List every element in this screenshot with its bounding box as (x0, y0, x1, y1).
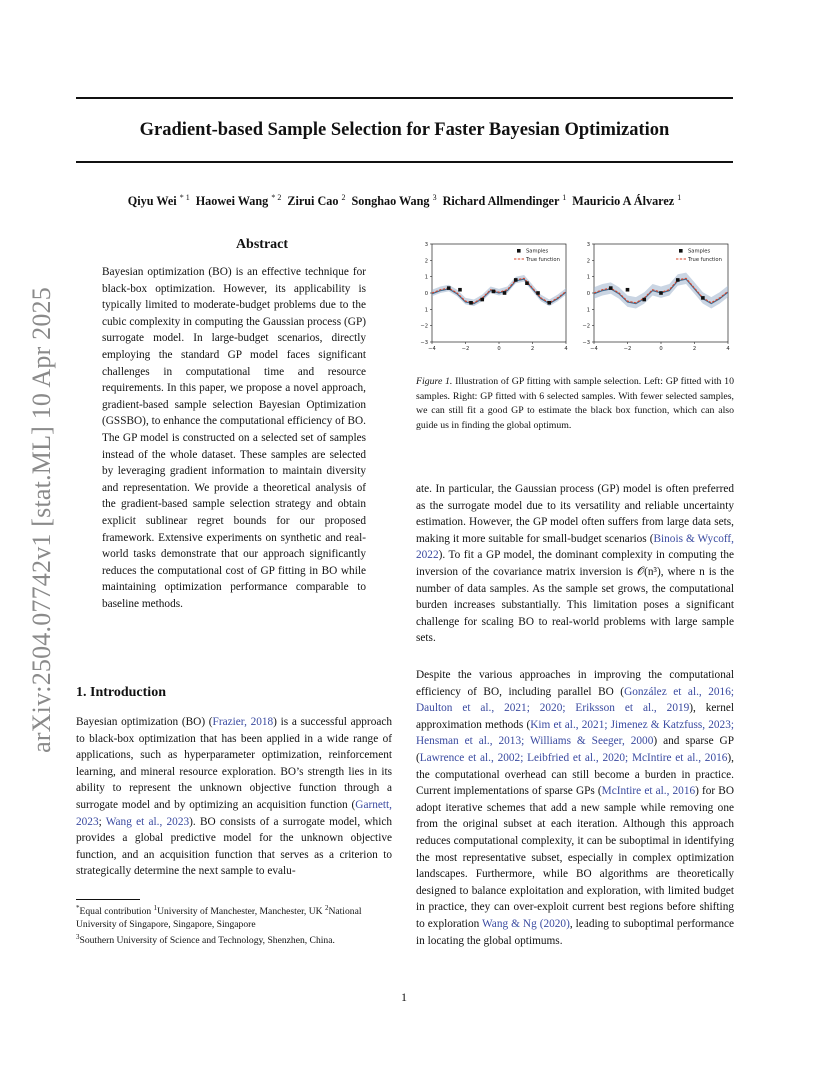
body-paragraph (416, 481, 734, 647)
y-tick-label: −2 (420, 323, 428, 330)
y-tick-label: −2 (582, 323, 590, 330)
author-affiliation-mark: 3 (432, 193, 437, 202)
y-tick-label: 0 (424, 291, 428, 297)
author-name: Haowei Wang $^{* 2}$ (195, 193, 282, 209)
footnote-line: University of Manchester, Manchester, UK (157, 906, 325, 918)
plot-right (582, 242, 730, 352)
text-run: ) is a successful approach to black-box optimization that has been applied in a wide range of applications, such as hyperparameter optimization, reinforcement learning, and mineral resource exploration. BO’s strength lies in its ability to represent the unknown objective function through a surrogate model and by optimizing an acquisition function ( (76, 716, 393, 811)
y-tick-label: 0 (586, 291, 590, 297)
sample-point (701, 296, 705, 300)
citation-link[interactable]: Kim et al., 2021; Jimenez & Katzfuss, 2023; Hensman et al., 2013; Williams & Seeger, 2000 (416, 718, 734, 748)
text-run: ) for BO adopt iterative schemes that add a new sample while removing one from the original subset at each iteration. Although this approach reduces computational complexity, it can be suboptimal in identifying the most representative subset, especially in complex optimization landscapes. Furthermore, while BO algorithms are theoretically designed to balance exploitation and exploration, with limited budget in practice, they can over-exploit current best regions before shifting to exploration (416, 785, 735, 930)
footnote-line: Equal contribution (79, 906, 154, 918)
y-tick-label: 2 (586, 258, 590, 265)
sample-point (469, 301, 473, 305)
author-affiliation-mark: 2 (341, 193, 346, 202)
legend-label: True function (688, 256, 722, 263)
author-name: Songhao Wang $^3$ (351, 193, 437, 209)
x-tick-label: −2 (623, 346, 632, 352)
arxiv-stamp (22, 270, 62, 770)
figure-label: Figure 1. (416, 376, 453, 387)
sample-point (642, 298, 646, 302)
intro-body (76, 714, 392, 880)
caption-text: Illustration of GP fitting with sample selection. Left: GP fitted with 10 samples. Right: GP fitted with 6 selected samples. With fewer selected samples, we can still fit a good GP to estimate the black box function, which can also guide us in finding the global optimum. (416, 376, 734, 431)
x-tick-label: 4 (564, 346, 568, 352)
x-tick-label: 0 (497, 346, 501, 352)
footnote-rule (76, 899, 140, 900)
sample-point (676, 278, 680, 282)
sample-point (626, 288, 630, 292)
text-run: ; (98, 815, 106, 828)
section-heading: 1. Introduction (76, 685, 166, 700)
right-column-paragraph-2 (416, 667, 734, 949)
author-affiliation-mark: * 1 (179, 193, 190, 202)
sample-point (536, 291, 540, 295)
x-tick-label: 0 (659, 346, 663, 352)
x-tick-label: −4 (590, 346, 598, 352)
sample-point (492, 290, 496, 294)
y-tick-label: 1 (424, 307, 428, 314)
intro-paragraph (76, 714, 392, 880)
text-run: ), kernel approximation methods ( (416, 702, 734, 731)
y-tick-label: 1 (586, 274, 590, 281)
figure-1 (416, 238, 734, 358)
sample-point (547, 301, 551, 305)
author-affiliation-mark: * 2 (271, 193, 282, 202)
sample-point (514, 278, 518, 282)
author-list (76, 193, 733, 209)
citation-link[interactable]: González et al., 2016; Daulton et al., 2021; 2020; Eriksson et al., 2019 (416, 685, 734, 715)
sample-point (609, 286, 613, 290)
page-number: 1 (401, 990, 407, 1004)
citation-link[interactable]: Wang et al., 2023 (105, 815, 190, 828)
arxiv-id: arXiv:2504.07742v1 [stat.ML] 10 Apr 2025 (27, 287, 56, 753)
x-tick-label: 2 (692, 346, 697, 352)
citation-link[interactable]: Lawrence et al., 2002; Leibfried et al., 2020; McIntire et al., 2016 (419, 751, 728, 764)
legend-marker-samples (679, 249, 683, 253)
sample-point (458, 288, 462, 292)
body-paragraph (416, 667, 734, 949)
x-tick-label: 4 (726, 346, 730, 352)
sample-point (659, 291, 663, 295)
footnote-line: National University of Singapore, Singapore, Singapore (76, 906, 362, 931)
text-run: Despite the various approaches in improving the computational efficiency of BO, including parallel BO ( (416, 669, 734, 698)
citation-link[interactable]: Binois & Wycoff, 2022 (416, 532, 734, 562)
legend-label: True function (526, 256, 560, 263)
citation-link[interactable]: Frazier, 2018 (212, 716, 274, 728)
footnote-line: Southern University of Science and Technology, Shenzhen, China. (79, 935, 335, 947)
text-run: ). To fit a GP model, the dominant complexity in computing the inversion of the covariance matrix inversion is 𝒪(n³), where n is the number of data samples. As the sample set grows, the computational burden increases substantially. This limitation poses a significant challenge for scaling BO to real-world problems with large sample sets. (416, 549, 734, 645)
author-name: Mauricio A Álvarez $^1$ (572, 193, 682, 209)
text-run: ), the computational overhead can still become a burden in practice. Current implementations of sparse GPs ( (416, 751, 734, 798)
legend-label: Samples (526, 248, 549, 255)
y-tick-label: 3 (586, 242, 590, 248)
plot-left (420, 242, 568, 352)
author-name: Richard Allmendinger $^1$ (442, 193, 567, 209)
author-affiliation-mark: 1 (562, 193, 567, 202)
sample-point (480, 298, 484, 302)
sample-point (503, 291, 507, 295)
x-tick-label: −4 (428, 346, 436, 352)
y-tick-label: 1 (586, 307, 590, 314)
abstract-body (102, 264, 366, 612)
text-run: ) and sparse GP ( (416, 735, 734, 764)
x-tick-label: 2 (530, 346, 535, 352)
figure-caption (416, 375, 734, 433)
sample-point (525, 281, 529, 285)
y-tick-label: 2 (424, 258, 428, 265)
x-tick-label: −2 (461, 346, 470, 352)
author-affiliation-mark: 1 (677, 193, 682, 202)
legend-marker-samples (517, 249, 521, 253)
paper-title: Gradient-based Sample Selection for Faster Bayesian Optimization (139, 120, 670, 140)
text-run: , leading to suboptimal performance in locating the global optimums. (416, 917, 734, 947)
y-tick-label: 1 (424, 274, 428, 281)
y-tick-label: −3 (582, 340, 590, 346)
legend-label: Samples (688, 248, 711, 255)
author-name: Qiyu Wei $^{* 1}$ (127, 193, 190, 209)
citation-link[interactable]: Garnett, 2023 (76, 798, 392, 828)
sample-point (447, 286, 451, 290)
citation-link[interactable]: McIntire et al., 2016 (601, 785, 696, 798)
y-tick-label: 3 (424, 242, 428, 248)
y-tick-label: −3 (420, 340, 428, 346)
title-rule (76, 161, 733, 163)
citation-link[interactable]: Wang & Ng (2020) (482, 917, 570, 930)
author-name: Zirui Cao $^2$ (287, 193, 346, 209)
right-column-paragraph-1 (416, 481, 734, 647)
top-rule (76, 97, 733, 99)
abstract-text: Bayesian optimization (BO) is an effective technique for black-box optimization. However, its applicability is typically limited to moderate-budget problems due to the cubic complexity in computing the Gaussian process (GP) surrogate model. In large-budget scenarios, directly employing the standard GP model faces significant challenges in computational time and resource requirements. In this paper, we propose a novel approach, gradient-based sample selection Bayesian Optimization (GSSBO), to enhance the computational efficiency of BO. The GP model is constructed on a selected set of samples instead of the whole dataset. These samples are selected by leveraging gradient information to maintain diversity and representation. We provide a theoretical analysis of the gradient-based sample selection strategy and obtain explicit sublinear regret bounds for our proposed framework. Extensive experiments on synthetic and real-world tasks demonstrate that our approach significantly reduces the computational cost of GP fitting in BO while maintaining optimization performance comparable to baseline methods. (102, 266, 366, 610)
abstract-heading: Abstract (235, 237, 289, 252)
text-run: Bayesian optimization (BO) ( (76, 716, 213, 728)
text-run: ). BO consists of a surrogate model, which provides a global predictive model for the unknown objective function, and an acquisition function that serves as a criterion to strategically determine the next sample to evalu- (76, 815, 392, 878)
footnote: *Equal contribution $^1$University of Manchester, Manchester, UK $^2$National University of Singapore, Singapore, Singapore $^3$Southern University of Science and Technology, Shenzhen, China. (76, 904, 362, 947)
text-run: ate. In particular, the Gaussian process (GP) model is often preferred as the surrogate model due to its versatility and reliable uncertainty estimation. However, the GP model often suffers from large data sets, making it more suitable for small-budget scenarios ( (416, 483, 734, 545)
